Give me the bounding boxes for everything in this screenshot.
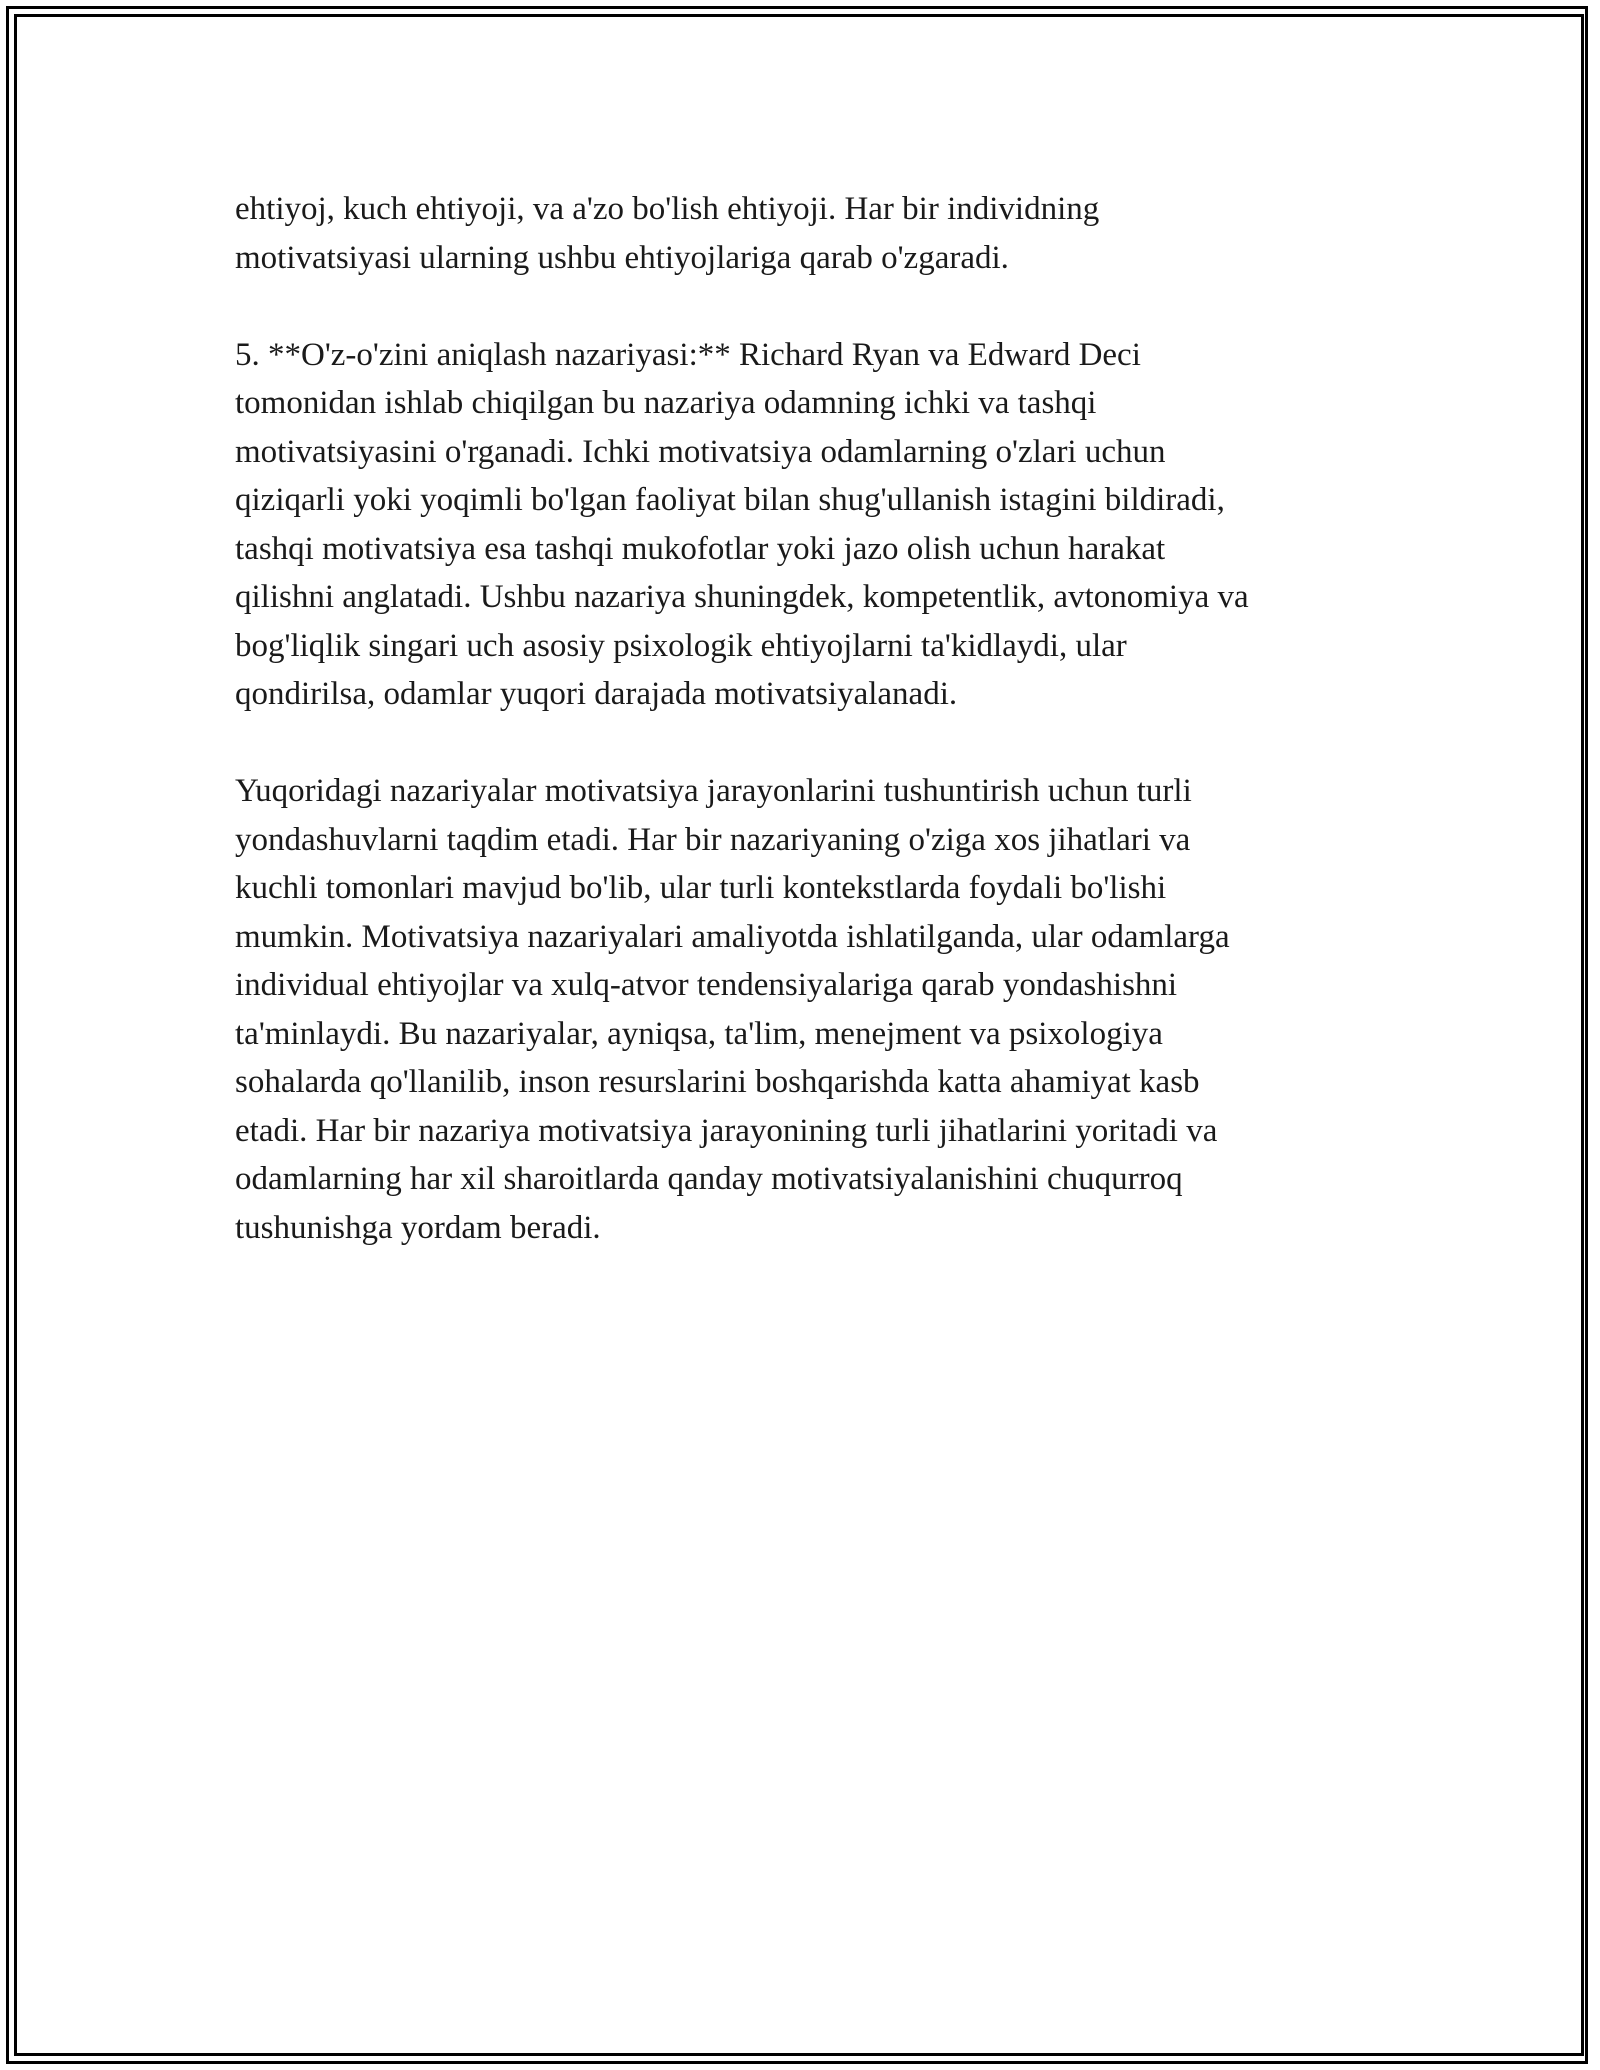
text-line: motivatsiyasini o'rganadi. Ichki motivatsiya odamlarning o'zlari uchun [235, 433, 1166, 470]
paragraph-1 [235, 185, 1395, 282]
text-line: kuchli tomonlari mavjud bo'lib, ular turli kontekstlarda foydali bo'lishi [235, 870, 1167, 906]
text-line: etadi. Har bir nazariya motivatsiya jarayonining turli jihatlarini yoritadi va [235, 1112, 1218, 1149]
text-line: bog'liqlik singari uch asosiy psixologik ehtiyojlarni ta'kidlaydi, ular [235, 627, 1127, 664]
paragraph-3 [235, 767, 1395, 1252]
text-line: tushunishga yordam beradi. [235, 1209, 601, 1246]
text-line: tomonidan ishlab chiqilgan bu nazariya odamning ichki va tashqi [235, 385, 1097, 421]
text-line: qondirilsa, odamlar yuqori darajada motivatsiyalanadi. [235, 676, 958, 712]
text-line: tashqi motivatsiya esa tashqi mukofotlar yoki jazo olish uchun harakat [235, 530, 1166, 567]
paragraph-2 [235, 331, 1395, 719]
text-line: yondashuvlarni taqdim etadi. Har bir nazariyaning o'ziga xos jihatlari va [235, 821, 1191, 858]
text-line: individual ehtiyojlar va xulq-atvor tendensiyalariga qarab yondashishni [235, 967, 1178, 1003]
text-line: 5. **O'z-o'zini aniqlash nazariyasi:** Richard Ryan va Edward Deci [235, 336, 1141, 373]
document-body [235, 185, 1395, 1301]
text-line: qilishni anglatadi. Ushbu nazariya shuningdek, kompetentlik, avtonomiya va [235, 579, 1249, 615]
text-line: qiziqarli yoki yoqimli bo'lgan faoliyat bilan shug'ullanish istagini bildiradi, [235, 482, 1225, 518]
text-line: ehtiyoj, kuch ehtiyoji, va a'zo bo'lish ehtiyoji. Har bir individning [235, 191, 1100, 227]
text-line: mumkin. Motivatsiya nazariyalari amaliyotda ishlatilganda, ular odamlarga [235, 918, 1230, 955]
text-line: Yuqoridagi nazariyalar motivatsiya jarayonlarini tushuntirish uchun turli [235, 773, 1192, 809]
text-line: ta'minlaydi. Bu nazariyalar, ayniqsa, ta'lim, menejment va psixologiya [235, 1015, 1163, 1052]
text-line: odamlarning har xil sharoitlarda qanday motivatsiyalanishini chuqurroq [235, 1161, 1183, 1197]
text-line: sohalarda qo'llanilib, inson resurslarini boshqarishda katta ahamiyat kasb [235, 1064, 1200, 1100]
text-line: motivatsiyasi ularning ushbu ehtiyojlariga qarab o'zgaradi. [235, 239, 1009, 276]
